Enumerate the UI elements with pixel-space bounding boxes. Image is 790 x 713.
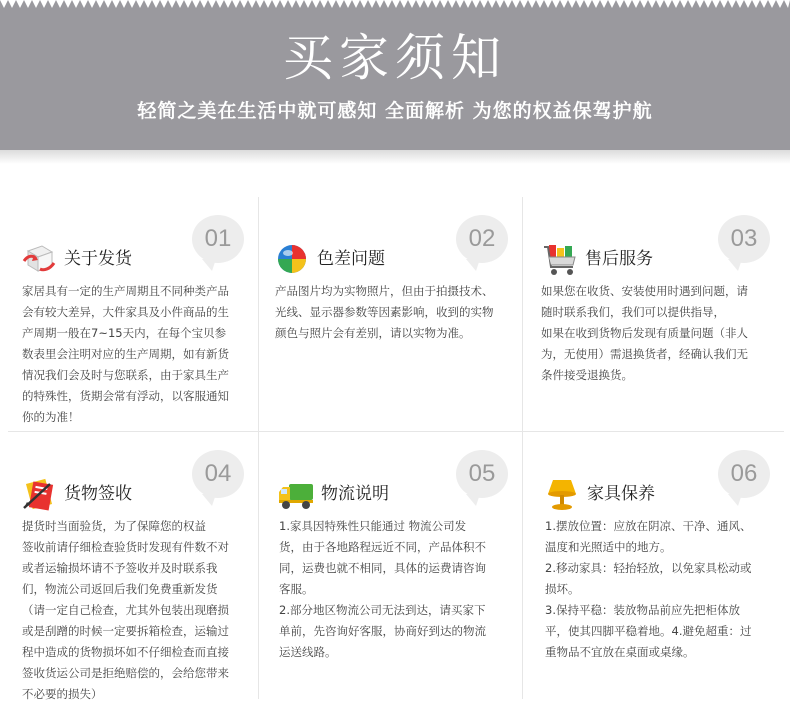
card-title: 物流说明: [321, 484, 389, 504]
lamp-icon: [543, 476, 581, 512]
card-after-sales: [523, 197, 784, 431]
card-number: 03: [718, 215, 770, 263]
card-number: 06: [718, 450, 770, 498]
card-receipt: [8, 432, 258, 699]
card-maintenance: [523, 432, 784, 699]
delivery-box-icon: [20, 241, 58, 277]
color-ball-icon: [273, 241, 311, 277]
shopping-cart-icon: [541, 241, 579, 277]
zigzag-edge: [0, 0, 790, 14]
card-title: 货物签收: [64, 484, 132, 504]
card-title: 关于发货: [64, 249, 132, 269]
card-number: 04: [192, 450, 244, 498]
card-title: 售后服务: [585, 249, 653, 269]
card-color-difference: [259, 197, 522, 431]
notice-grid: [8, 197, 784, 699]
card-shipping: [8, 197, 258, 431]
card-logistics: [259, 432, 522, 699]
banner-shadow: [0, 150, 790, 164]
card-body: 1.家具因特殊性只能通过 物流公司发 货，由于各地路程远近不同，产品体积不 同，运费也就不相同，具体的运费请咨询 客服。 2.部分地区物流公司无法到达，请买家下 单前，先咨询好客服，协商好到达的物流 运送线路。: [279, 519, 486, 659]
card-body: 家居具有一定的生产周期且不同种类产品 会有较大差异，大件家具及小件商品的生 产周期一般在7~15天内，在每个宝贝参 数表里会注明对应的生产周期，如有新货 情况我们会及时与您联系，由于家具生产 的特殊性，货期会常有浮动，以客服通知 你的为准！: [22, 284, 229, 424]
card-body: 如果您在收货、安装使用时遇到问题，请 随时联系我们，我们可以提供指导， 如果在收到货物后发现有质量问题（非人 为，无使用）需退换货者，经确认我们无 条件接受退换货。: [541, 284, 748, 382]
page-title: 买家须知: [283, 29, 507, 87]
sign-document-icon: [20, 476, 58, 512]
card-body: 产品图片均为实物照片，但由于拍摄技术、 光线、显示器参数等因素影响，收到的实物 颜色与照片会有差别，请以实物为准。: [275, 284, 494, 340]
card-number: 01: [192, 215, 244, 263]
card-title: 色差问题: [317, 249, 385, 269]
card-number: 05: [456, 450, 508, 498]
card-body: 1.摆放位置：应放在阴凉、干净、通风、 温度和光照适中的地方。 2.移动家具：轻抬轻放，以免家具松动或 损坏。 3.保持平稳：装放物品前应先把柜体放 平，使其四脚平稳着地。4.避免超重：过 重物品不宜放在桌面或桌缘。: [545, 519, 752, 659]
card-number: 02: [456, 215, 508, 263]
card-body: 提货时当面验货，为了保障您的权益 签收前请仔细检查验货时发现有件数不对 或者运输损坏请不予签收并及时联系我 们，物流公司返回后我们免费重新发货 （请一定自己检查，尤其外包装出现磨损 或是刮蹭的时候一定要拆箱检查，运输过 程中造成的货物损坏如不仔细检查而直接 签收货运公司是拒绝赔偿的，会给您带来 不必要的损失）: [22, 519, 229, 701]
card-title: 家具保养: [587, 484, 655, 504]
delivery-truck-icon: [277, 476, 315, 512]
page-subtitle: 轻简之美在生活中就可感知 全面解析 为您的权益保驾护航: [137, 100, 653, 122]
header-banner: [0, 0, 790, 150]
